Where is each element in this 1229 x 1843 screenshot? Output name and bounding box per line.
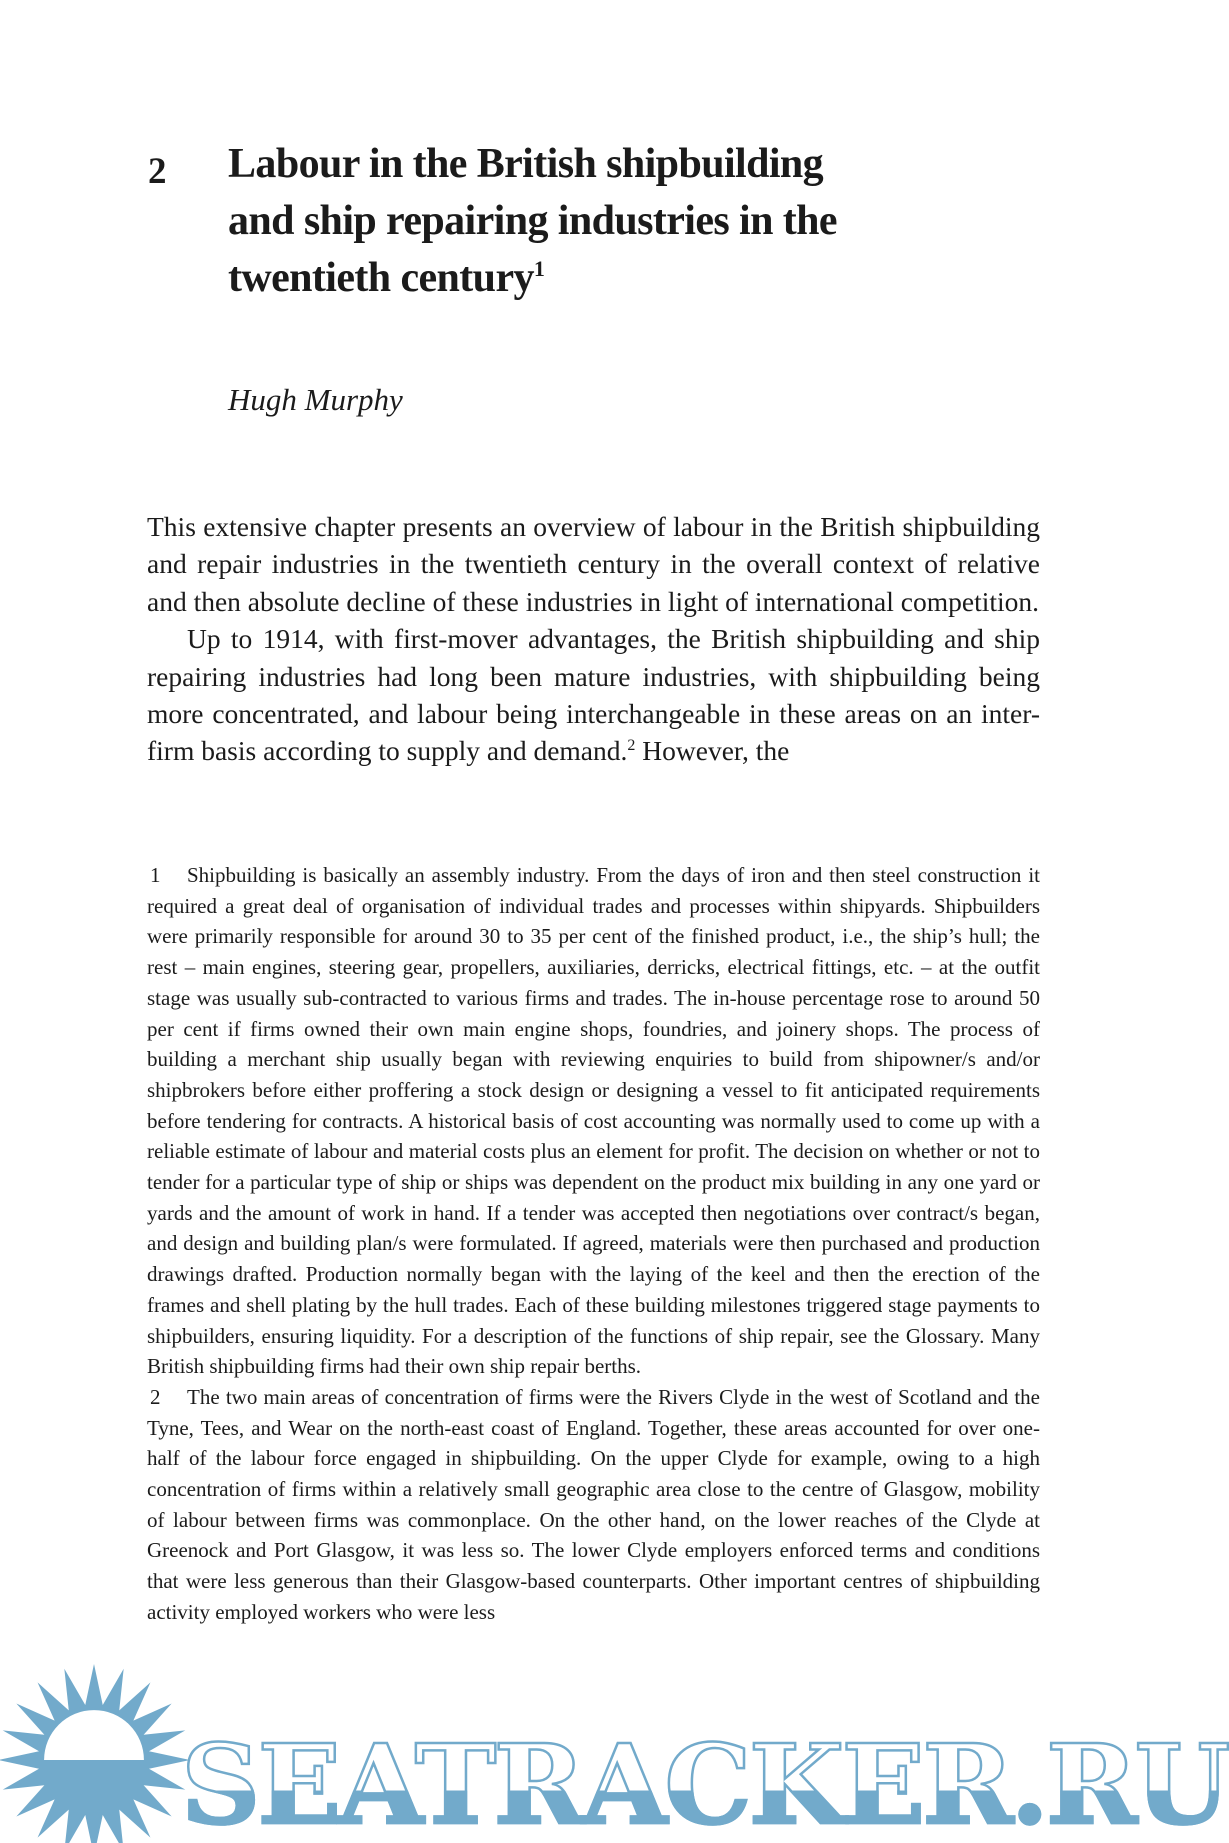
title-footnote-reference: 1	[533, 256, 545, 281]
footnote-1-text: Shipbuilding is basically an assembly industry. From the days of iron and then steel construction it required a great deal of organisation of individual trades and processes within shipyards. Shipbuilders were primarily responsible for around 30 to 35 per cent of the finished product, i.e., the ship’s hull; the rest – main engines, steering gear, propellers, auxiliaries, derricks, electrical fittings, etc. – at the outfit stage was usually sub-contracted to various firms and trades. The in-house percentage rose to around 50 per cent if firms owned their own main engine shops, foundries, and joinery shops. The process of building a merchant ship usually began with reviewing enquiries to build from shipowner/s and/or shipbrokers before either proffering a stock design or designing a vessel to fit anticipated requirements before tendering for contracts. A historical basis of cost accounting was normally used to come up with a reliable estimate of labour and material costs plus an element for profit. The decision on whether or not to tender for a particular type of ship or ships was dependent on the product mix building in any one yard or yards and the amount of work in hand. If a tender was accepted then negotiations over contract/s began, and design and building plan/s were formulated. If agreed, materials were then purchased and production drawings drafted. Production normally began with the laying of the keel and then the erection of the frames and shell plating by the hull trades. Each of these building milestones triggered stage payments to shipbuilders, ensuring liquidity. For a description of the functions of ship repair, see the Glossary. Many British shipbuilding firms had their own ship repair berths.	[147, 863, 1040, 1379]
chapter-number: 2	[148, 151, 167, 192]
footnotes-section	[147, 860, 1040, 1628]
body-paragraph-1: This extensive chapter presents an overview of labour in the British shipbuilding and repair industries in the twentieth century in the overall context of relative and then absolute decline of these industries in light of international competition.	[147, 511, 1040, 617]
chapter-title-line-2: and ship repairing industries in the	[228, 198, 837, 244]
author-name: Hugh Murphy	[228, 382, 403, 417]
footnote-1-number: 1	[150, 863, 161, 887]
footnote-2	[147, 1382, 1040, 1628]
chapter-title-line-3: twentieth century	[228, 255, 534, 301]
sun-icon	[0, 1664, 190, 1843]
footnote-1	[147, 860, 1040, 1382]
chapter-title	[228, 136, 948, 307]
chapter-title-line-1: Labour in the British shipbuilding	[228, 141, 824, 187]
footnote-2-text: The two main areas of concentration of firms were the Rivers Clyde in the west of Scotland and the Tyne, Tees, and Wear on the north-east coast of England. Together, these areas accounted for over one-half of the labour force engaged in shipbuilding. On the upper Clyde for example, owing to a high concentration of firms within a relatively small geographic area close to the centre of Glasgow, mobility of labour between firms was commonplace. On the other hand, on the lower reaches of the Clyde at Greenock and Port Glasgow, it was less so. The lower Clyde employers enforced terms and conditions that were less generous than their Glasgow-based counterparts. Other important centres of shipbuilding activity employed workers who were less	[147, 1384, 1040, 1624]
watermark	[0, 1650, 1229, 1843]
body-paragraph-2-continuation: However, the	[635, 735, 790, 767]
footnote-reference-2: 2	[627, 737, 636, 755]
footnote-2-number: 2	[150, 1384, 161, 1409]
body-paragraph-2	[147, 620, 1040, 770]
body-text	[147, 508, 1040, 770]
watermark-text: SEATRACKER.RU	[181, 1720, 1228, 1843]
body-paragraph-2-text: Up to 1914, with first-mover advantages, the British shipbuilding and ship repairing industries had long been mature industries, with shipbuilding being more concentrated, and labour being interchangeable in these areas on an inter-firm basis according to supply and demand.	[147, 623, 1040, 767]
